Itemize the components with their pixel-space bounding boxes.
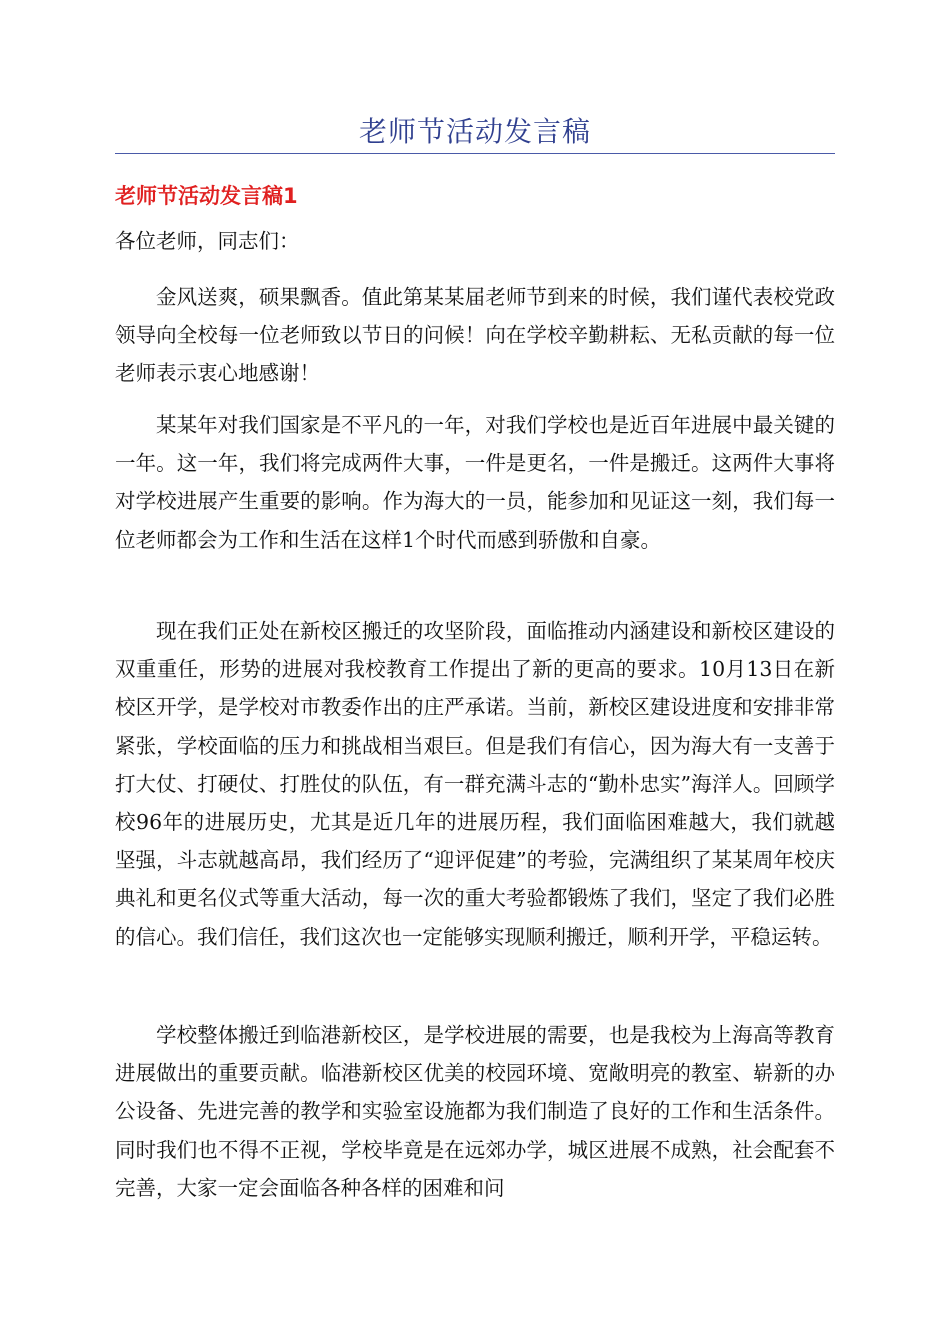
paragraph-3: 现在我们正处在新校区搬迁的攻坚阶段，面临推动内涵建设和新校区建设的双重重任，形势的进展对我校教育工作提出了新的更高的要求。10月13日在新校区开学，是学校对市教委作出的庄严承诺。当前，新校区建设进度和安排非常紧张，学校面临的压力和挑战相当艰巨。但是我们有信心，因为海大有一支善于打大仗、打硬仗、打胜仗的队伍，有一群充满斗志的“勤朴忠实”海洋人。回顾学校96年的进展历史，尤其是近几年的进展历程，我们面临困难越大，我们就越坚强，斗志就越高昂，我们经历了“迎评促建”的考验，完满组织了某某周年校庆典礼和更名仪式等重大活动，每一次的重大考验都锻炼了我们，坚定了我们必胜的信心。我们信任，我们这次也一定能够实现顺利搬迁，顺利开学，平稳运转。 xyxy=(115,619,835,949)
greeting-line: 各位老师，同志们： xyxy=(115,229,300,253)
document-title: 老师节活动发言稿 xyxy=(358,115,591,148)
title-divider xyxy=(115,153,835,154)
section-heading: 老师节活动发言稿1 xyxy=(115,184,298,208)
paragraph-1: 金风送爽，硕果飘香。值此第某某届老师节到来的时候，我们谨代表校党政领导向全校每一位老师致以节日的问候！向在学校辛勤耕耘、无私贡献的每一位老师表示衷心地感谢！ xyxy=(115,285,835,386)
paragraph-4: 学校整体搬迁到临港新校区，是学校进展的需要，也是我校为上海高等教育进展做出的重要贡献。临港新校区优美的校园环境、宽敞明亮的教室、崭新的办公设备、先进完善的教学和实验室设施都为我们制造了良好的工作和生活条件。同时我们也不得不正视，学校毕竟是在远郊办学，城区进展不成熟，社会配套不完善，大家一定会面临各种各样的困难和问 xyxy=(115,1023,835,1200)
paragraph-2: 某某年对我们国家是不平凡的一年，对我们学校也是近百年进展中最关键的一年。这一年，我们将完成两件大事，一件是更名，一件是搬迁。这两件大事将对学校进展产生重要的影响。作为海大的一员，能参加和见证这一刻，我们每一位老师都会为工作和生活在这样1个时代而感到骄傲和自豪。 xyxy=(115,413,835,552)
